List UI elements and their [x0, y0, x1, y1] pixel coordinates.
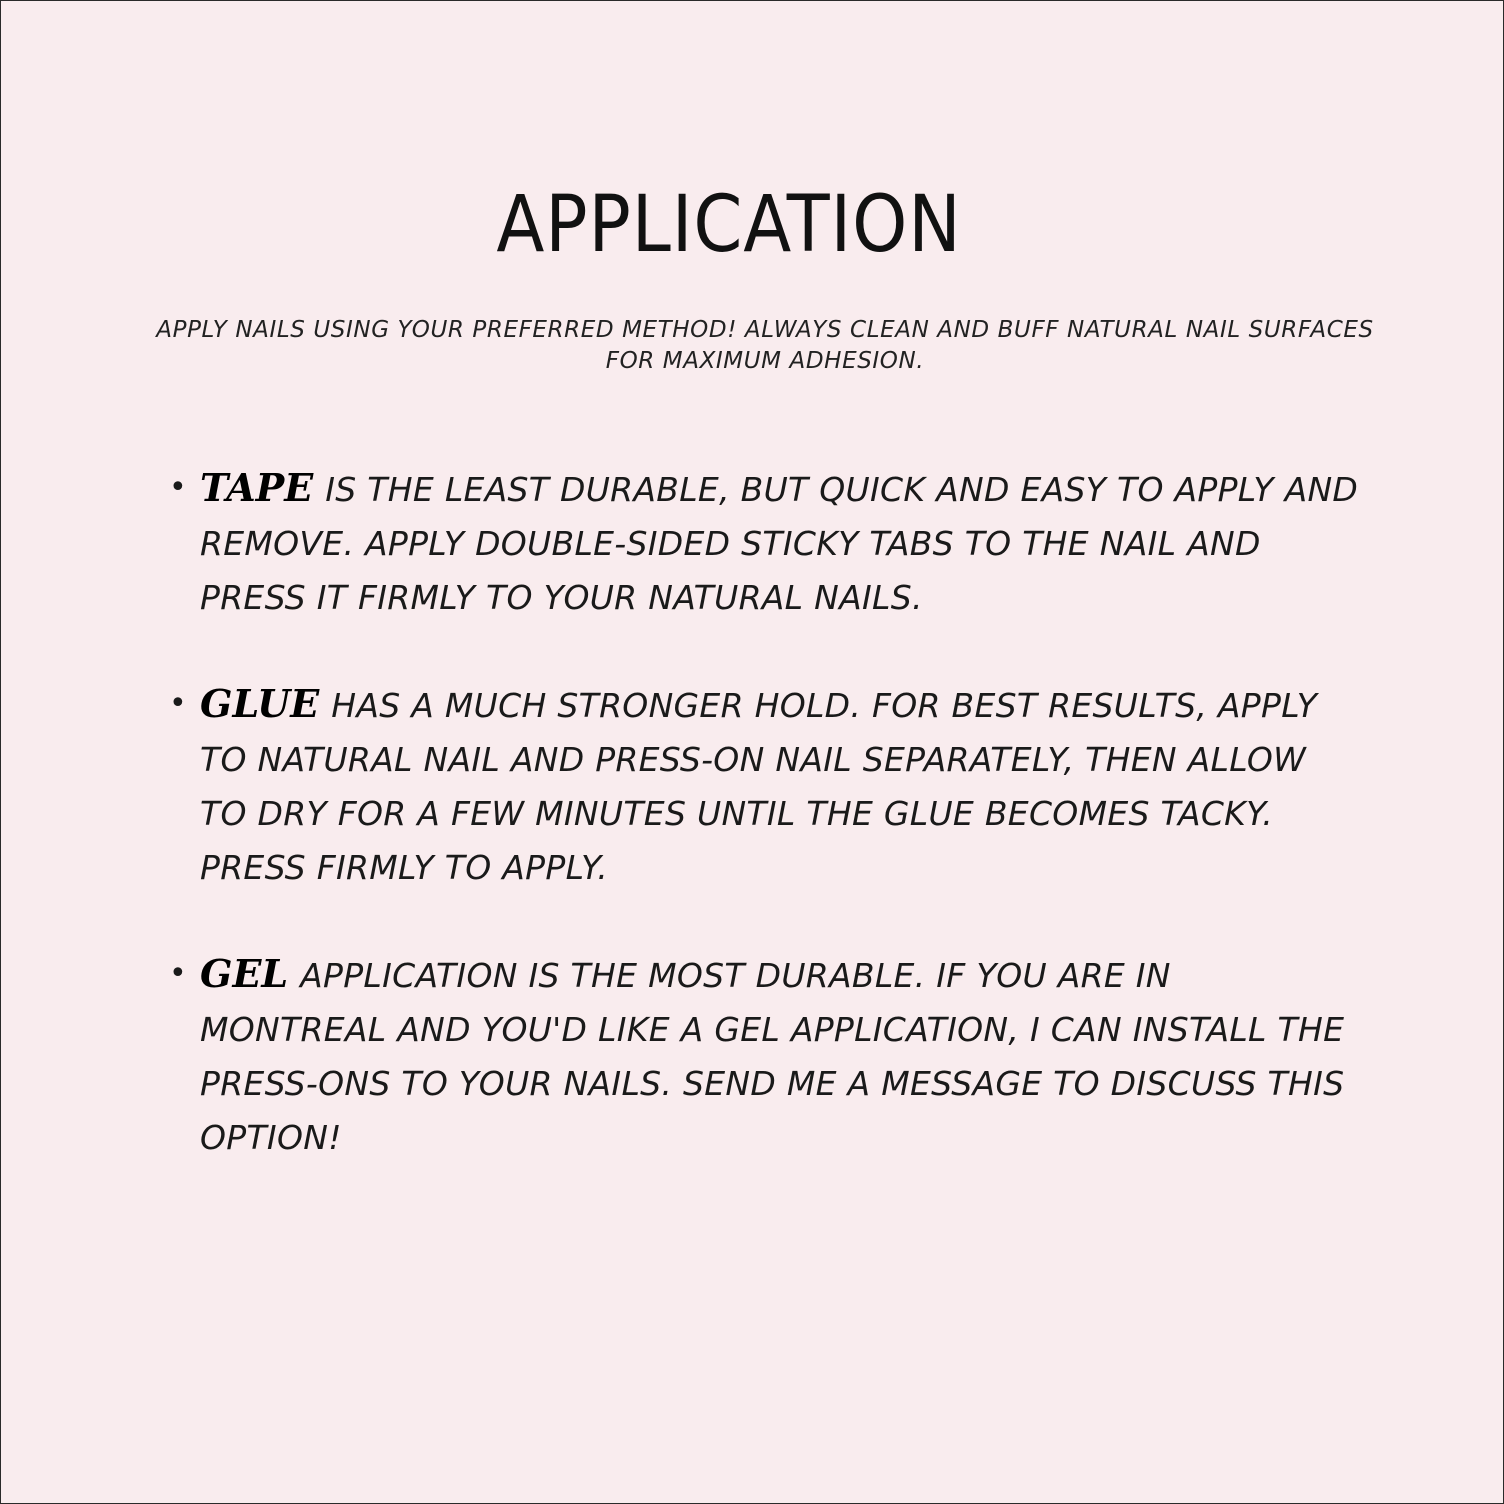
description-gel: APPLICATION IS THE MOST DURABLE. IF YOU ARE IN MONTREAL AND YOU'D LIKE A GEL APPLICATION, I CAN INSTALL THE PRESS-ONS TO YOUR NAILS. SEND ME A MESSAGE TO DISCUSS THIS OPTION!	[200, 956, 1345, 1157]
bullet-icon: •	[169, 956, 187, 991]
bullet-icon: •	[169, 686, 187, 721]
term-gel: GEL	[200, 951, 289, 996]
term-tape: TAPE	[200, 465, 314, 510]
list-item-text	[200, 677, 1359, 895]
list-item-glue	[169, 677, 1359, 895]
list-item-text	[200, 947, 1359, 1165]
description-tape: IS THE LEAST DURABLE, BUT QUICK AND EASY TO APPLY AND REMOVE. APPLY DOUBLE-SIDED STICKY TABS TO THE NAIL AND PRESS IT FIRMLY TO YOUR NATURAL NAILS.	[200, 470, 1359, 617]
page-subtitle: APPLY NAILS USING YOUR PREFERRED METHOD! ALWAYS CLEAN AND BUFF NATURAL NAIL SURFACES FOR MAXIMUM ADHESION.	[156, 317, 1374, 374]
list-item-text	[200, 461, 1359, 625]
list-item-gel	[169, 947, 1359, 1165]
list-item-tape	[169, 461, 1359, 625]
bullet-icon: •	[169, 470, 187, 505]
page-title: APPLICATION	[496, 180, 962, 270]
term-glue: GLUE	[200, 681, 320, 726]
description-glue: HAS A MUCH STRONGER HOLD. FOR BEST RESULTS, APPLY TO NATURAL NAIL AND PRESS-ON NAIL SEPARATELY, THEN ALLOW TO DRY FOR A FEW MINUTES UNTIL THE GLUE BECOMES TACKY. PRESS FIRMLY TO APPLY.	[200, 686, 1318, 887]
